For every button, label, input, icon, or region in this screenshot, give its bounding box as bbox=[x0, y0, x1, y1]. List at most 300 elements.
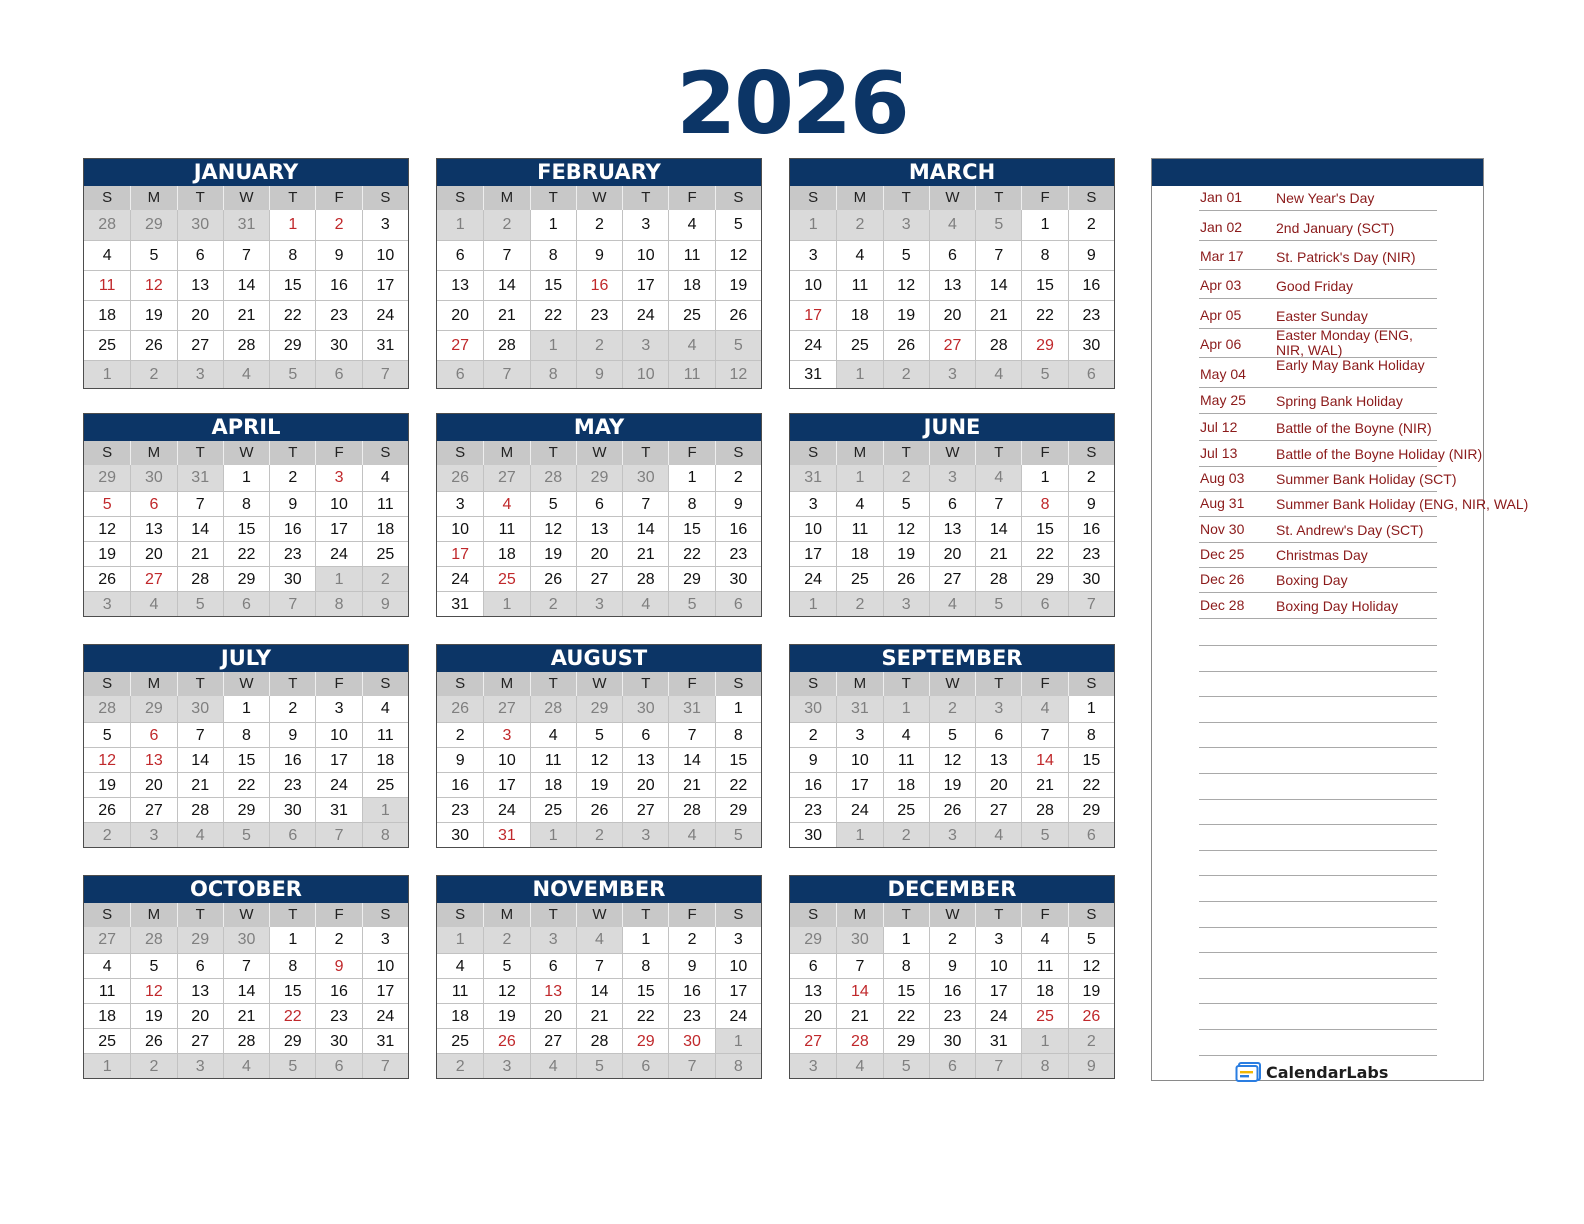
day-cell: 18 bbox=[836, 300, 882, 330]
day-cell: 29 bbox=[668, 566, 714, 591]
day-cell: 12 bbox=[483, 978, 529, 1003]
weekday-label: T bbox=[975, 672, 1021, 696]
weekday-label: T bbox=[177, 903, 223, 927]
day-cell: 20 bbox=[130, 772, 176, 797]
adjacent-month-day: 7 bbox=[668, 1053, 714, 1078]
day-cell: 10 bbox=[622, 240, 668, 270]
holiday-row bbox=[1199, 211, 1437, 241]
day-cell: 9 bbox=[1068, 491, 1114, 516]
month-title: FEBRUARY bbox=[437, 159, 761, 186]
month-june bbox=[789, 413, 1115, 617]
adjacent-month-day: 1 bbox=[790, 591, 836, 616]
adjacent-month-day: 30 bbox=[836, 927, 882, 953]
day-cell: 6 bbox=[130, 491, 176, 516]
day-cell: 9 bbox=[315, 953, 361, 978]
day-cell: 12 bbox=[715, 240, 761, 270]
weekday-label: M bbox=[130, 186, 176, 210]
adjacent-month-day: 27 bbox=[84, 927, 130, 953]
day-cell: 21 bbox=[1021, 772, 1067, 797]
day-cell: 15 bbox=[715, 747, 761, 772]
adjacent-month-day: 4 bbox=[130, 591, 176, 616]
day-cell: 9 bbox=[715, 491, 761, 516]
day-cell: 25 bbox=[483, 566, 529, 591]
day-cell: 18 bbox=[1021, 978, 1067, 1003]
adjacent-month-day: 3 bbox=[883, 591, 929, 616]
holiday-date: Jul 12 bbox=[1200, 419, 1238, 435]
day-cell: 29 bbox=[269, 330, 315, 360]
adjacent-month-day: 6 bbox=[1068, 822, 1114, 847]
day-cell: 9 bbox=[269, 722, 315, 747]
day-cell: 13 bbox=[130, 747, 176, 772]
adjacent-month-day: 3 bbox=[975, 696, 1021, 722]
weekday-label: W bbox=[223, 672, 269, 696]
day-cell: 3 bbox=[437, 491, 483, 516]
day-cell: 2 bbox=[668, 927, 714, 953]
weekday-label: F bbox=[315, 441, 361, 465]
day-cell: 23 bbox=[668, 1003, 714, 1028]
month-title: APRIL bbox=[84, 414, 408, 441]
holiday-row bbox=[1199, 241, 1437, 270]
day-cell: 30 bbox=[437, 822, 483, 847]
day-cell: 5 bbox=[883, 240, 929, 270]
day-cell: 9 bbox=[790, 747, 836, 772]
day-cell: 29 bbox=[1068, 797, 1114, 822]
weekday-label: F bbox=[668, 903, 714, 927]
weekday-label: T bbox=[177, 186, 223, 210]
day-cell: 23 bbox=[1068, 541, 1114, 566]
holiday-row bbox=[1199, 517, 1437, 543]
day-cell: 4 bbox=[836, 491, 882, 516]
day-cell: 13 bbox=[177, 978, 223, 1003]
holiday-date: Apr 03 bbox=[1200, 277, 1242, 293]
day-grid bbox=[437, 927, 761, 1078]
adjacent-month-day: 5 bbox=[883, 1053, 929, 1078]
day-cell: 15 bbox=[223, 516, 269, 541]
day-cell: 29 bbox=[715, 797, 761, 822]
adjacent-month-day: 2 bbox=[836, 591, 882, 616]
day-cell: 23 bbox=[269, 772, 315, 797]
day-grid bbox=[790, 696, 1114, 847]
adjacent-month-day: 4 bbox=[177, 822, 223, 847]
weekday-label: S bbox=[808, 906, 819, 923]
day-cell: 21 bbox=[223, 300, 269, 330]
day-cell: 22 bbox=[269, 300, 315, 330]
day-cell: 14 bbox=[975, 516, 1021, 541]
day-cell: 17 bbox=[836, 772, 882, 797]
adjacent-month-day: 7 bbox=[362, 360, 408, 388]
holiday-name: 2nd January (SCT) bbox=[1276, 220, 1395, 236]
day-cell: 5 bbox=[530, 491, 576, 516]
day-cell: 30 bbox=[315, 1028, 361, 1053]
adjacent-month-day: 2 bbox=[883, 822, 929, 847]
day-cell: 26 bbox=[130, 330, 176, 360]
day-cell: 22 bbox=[883, 1003, 929, 1028]
adjacent-month-day: 6 bbox=[622, 1053, 668, 1078]
day-cell: 23 bbox=[790, 797, 836, 822]
day-cell: 7 bbox=[975, 240, 1021, 270]
day-cell: 14 bbox=[975, 270, 1021, 300]
day-cell: 2 bbox=[790, 722, 836, 747]
adjacent-month-day: 4 bbox=[576, 927, 622, 953]
day-grid bbox=[84, 927, 408, 1078]
day-cell: 8 bbox=[622, 953, 668, 978]
holiday-name: Boxing Day Holiday bbox=[1276, 598, 1399, 614]
adjacent-month-day: 3 bbox=[790, 1053, 836, 1078]
day-cell: 10 bbox=[790, 270, 836, 300]
day-cell: 28 bbox=[836, 1028, 882, 1053]
day-cell: 2 bbox=[929, 927, 975, 953]
day-cell: 16 bbox=[315, 978, 361, 1003]
adjacent-month-day: 1 bbox=[715, 1028, 761, 1053]
adjacent-month-day: 2 bbox=[836, 210, 882, 240]
day-cell: 16 bbox=[269, 747, 315, 772]
blank-note-line bbox=[1199, 927, 1437, 928]
day-cell: 21 bbox=[223, 1003, 269, 1028]
weekday-label: F bbox=[315, 186, 361, 210]
adjacent-month-day: 12 bbox=[715, 360, 761, 388]
weekday-label: W bbox=[929, 441, 975, 465]
adjacent-month-day: 4 bbox=[530, 1053, 576, 1078]
day-cell: 28 bbox=[223, 1028, 269, 1053]
day-cell: 15 bbox=[622, 978, 668, 1003]
weekday-label: T bbox=[975, 903, 1021, 927]
adjacent-month-day: 2 bbox=[883, 360, 929, 388]
adjacent-month-day: 1 bbox=[362, 797, 408, 822]
weekday-label: F bbox=[1021, 903, 1067, 927]
weekday-label: S bbox=[455, 675, 466, 692]
weekday-label: S bbox=[362, 186, 408, 210]
day-cell: 12 bbox=[929, 747, 975, 772]
weekday-label: S bbox=[715, 903, 761, 927]
day-cell: 8 bbox=[1021, 491, 1067, 516]
day-cell: 1 bbox=[223, 696, 269, 722]
day-cell: 12 bbox=[130, 270, 176, 300]
day-cell: 19 bbox=[130, 1003, 176, 1028]
day-cell: 22 bbox=[1021, 300, 1067, 330]
adjacent-month-day: 30 bbox=[622, 465, 668, 491]
day-cell: 11 bbox=[530, 747, 576, 772]
adjacent-month-day: 30 bbox=[130, 465, 176, 491]
day-cell: 16 bbox=[1068, 516, 1114, 541]
holiday-name: Battle of the Boyne Holiday (NIR) bbox=[1276, 446, 1483, 462]
adjacent-month-day: 2 bbox=[883, 465, 929, 491]
day-cell: 24 bbox=[362, 300, 408, 330]
weekday-header bbox=[437, 186, 761, 210]
adjacent-month-day: 8 bbox=[1021, 1053, 1067, 1078]
day-cell: 9 bbox=[1068, 240, 1114, 270]
day-cell: 15 bbox=[1021, 516, 1067, 541]
holiday-name: Easter Sunday bbox=[1276, 308, 1368, 324]
weekday-label: S bbox=[715, 186, 761, 210]
month-may bbox=[436, 413, 762, 617]
day-cell: 16 bbox=[576, 270, 622, 300]
day-cell: 12 bbox=[883, 270, 929, 300]
day-cell: 6 bbox=[790, 953, 836, 978]
adjacent-month-day: 30 bbox=[223, 927, 269, 953]
adjacent-month-day: 29 bbox=[130, 696, 176, 722]
day-cell: 18 bbox=[437, 1003, 483, 1028]
blank-note-line bbox=[1199, 875, 1437, 876]
day-grid bbox=[437, 210, 761, 388]
adjacent-month-day: 5 bbox=[177, 591, 223, 616]
day-cell: 1 bbox=[1021, 210, 1067, 240]
adjacent-month-day: 3 bbox=[622, 822, 668, 847]
weekday-label: T bbox=[177, 441, 223, 465]
weekday-label: T bbox=[269, 903, 315, 927]
weekday-label: T bbox=[269, 672, 315, 696]
day-cell: 25 bbox=[84, 330, 130, 360]
adjacent-month-day: 1 bbox=[790, 210, 836, 240]
day-cell: 3 bbox=[483, 722, 529, 747]
day-cell: 4 bbox=[530, 722, 576, 747]
weekday-header bbox=[790, 441, 1114, 465]
day-cell: 13 bbox=[622, 747, 668, 772]
day-cell: 10 bbox=[975, 953, 1021, 978]
day-cell: 20 bbox=[177, 300, 223, 330]
weekday-label: M bbox=[130, 903, 176, 927]
adjacent-month-day: 30 bbox=[177, 210, 223, 240]
day-cell: 24 bbox=[715, 1003, 761, 1028]
day-cell: 16 bbox=[437, 772, 483, 797]
day-cell: 28 bbox=[177, 797, 223, 822]
weekday-label: T bbox=[622, 186, 668, 210]
day-cell: 17 bbox=[483, 772, 529, 797]
holiday-name: Spring Bank Holiday bbox=[1276, 393, 1403, 409]
day-cell: 13 bbox=[790, 978, 836, 1003]
day-cell: 14 bbox=[1021, 747, 1067, 772]
weekday-label: M bbox=[130, 441, 176, 465]
day-cell: 27 bbox=[790, 1028, 836, 1053]
weekday-label: F bbox=[1021, 441, 1067, 465]
adjacent-month-day: 1 bbox=[315, 566, 361, 591]
weekday-label: M bbox=[836, 672, 882, 696]
holiday-row bbox=[1199, 186, 1437, 211]
day-cell: 21 bbox=[576, 1003, 622, 1028]
weekday-label: F bbox=[668, 186, 714, 210]
day-cell: 1 bbox=[715, 696, 761, 722]
adjacent-month-day: 26 bbox=[437, 696, 483, 722]
weekday-label: W bbox=[929, 903, 975, 927]
day-cell: 22 bbox=[1021, 541, 1067, 566]
holiday-date: Nov 30 bbox=[1200, 521, 1245, 537]
day-cell: 18 bbox=[362, 747, 408, 772]
day-cell: 14 bbox=[177, 747, 223, 772]
day-cell: 10 bbox=[315, 722, 361, 747]
day-cell: 25 bbox=[362, 541, 408, 566]
holiday-date: Mar 17 bbox=[1200, 248, 1244, 264]
day-cell: 10 bbox=[362, 240, 408, 270]
day-cell: 12 bbox=[84, 516, 130, 541]
adjacent-month-day: 1 bbox=[483, 591, 529, 616]
weekday-label: T bbox=[975, 186, 1021, 210]
day-cell: 30 bbox=[668, 1028, 714, 1053]
day-cell: 8 bbox=[269, 953, 315, 978]
day-cell: 18 bbox=[84, 1003, 130, 1028]
day-cell: 24 bbox=[790, 330, 836, 360]
day-cell: 3 bbox=[315, 696, 361, 722]
day-cell: 7 bbox=[622, 491, 668, 516]
day-cell: 4 bbox=[883, 722, 929, 747]
day-cell: 28 bbox=[622, 566, 668, 591]
day-cell: 20 bbox=[576, 541, 622, 566]
holiday-row bbox=[1199, 441, 1483, 467]
adjacent-month-day: 6 bbox=[437, 360, 483, 388]
day-cell: 6 bbox=[622, 722, 668, 747]
day-cell: 25 bbox=[84, 1028, 130, 1053]
day-cell: 19 bbox=[130, 300, 176, 330]
day-cell: 24 bbox=[315, 772, 361, 797]
day-cell: 21 bbox=[975, 541, 1021, 566]
day-cell: 5 bbox=[84, 722, 130, 747]
day-cell: 19 bbox=[883, 300, 929, 330]
holiday-list-header bbox=[1152, 159, 1483, 186]
day-cell: 11 bbox=[362, 722, 408, 747]
holiday-date: Jul 13 bbox=[1200, 445, 1238, 461]
adjacent-month-day: 5 bbox=[223, 822, 269, 847]
adjacent-month-day: 30 bbox=[622, 696, 668, 722]
day-cell: 14 bbox=[622, 516, 668, 541]
day-grid bbox=[84, 210, 408, 388]
holiday-row bbox=[1199, 270, 1437, 299]
blank-note-line bbox=[1199, 824, 1437, 825]
adjacent-month-day: 5 bbox=[269, 1053, 315, 1078]
day-cell: 12 bbox=[530, 516, 576, 541]
day-cell: 5 bbox=[84, 491, 130, 516]
day-cell: 12 bbox=[883, 516, 929, 541]
day-cell: 5 bbox=[715, 210, 761, 240]
day-cell: 19 bbox=[530, 541, 576, 566]
day-cell: 10 bbox=[362, 953, 408, 978]
holiday-row bbox=[1199, 492, 1529, 517]
day-cell: 10 bbox=[836, 747, 882, 772]
adjacent-month-day: 28 bbox=[530, 696, 576, 722]
day-cell: 17 bbox=[975, 978, 1021, 1003]
day-cell: 11 bbox=[362, 491, 408, 516]
day-cell: 7 bbox=[177, 491, 223, 516]
day-cell: 13 bbox=[177, 270, 223, 300]
day-cell: 17 bbox=[362, 978, 408, 1003]
weekday-label: T bbox=[883, 672, 929, 696]
weekday-label: M bbox=[836, 441, 882, 465]
weekday-label: W bbox=[929, 672, 975, 696]
holiday-row bbox=[1199, 568, 1437, 593]
adjacent-month-day: 3 bbox=[929, 360, 975, 388]
holiday-name: Summer Bank Holiday (ENG, NIR, WAL) bbox=[1276, 496, 1529, 512]
adjacent-month-day: 31 bbox=[790, 465, 836, 491]
day-cell: 7 bbox=[836, 953, 882, 978]
weekday-label: S bbox=[1068, 672, 1114, 696]
holiday-name: St. Patrick's Day (NIR) bbox=[1276, 249, 1416, 265]
day-cell: 23 bbox=[715, 541, 761, 566]
adjacent-month-day: 7 bbox=[362, 1053, 408, 1078]
day-cell: 12 bbox=[84, 747, 130, 772]
month-title: DECEMBER bbox=[790, 876, 1114, 903]
day-cell: 7 bbox=[668, 722, 714, 747]
adjacent-month-day: 7 bbox=[315, 822, 361, 847]
weekday-label: S bbox=[455, 444, 466, 461]
holiday-row bbox=[1199, 543, 1437, 568]
weekday-label: F bbox=[1021, 186, 1067, 210]
weekday-header bbox=[84, 903, 408, 927]
month-title: NOVEMBER bbox=[437, 876, 761, 903]
day-cell: 18 bbox=[84, 300, 130, 330]
day-cell: 17 bbox=[715, 978, 761, 1003]
holiday-date: Dec 28 bbox=[1200, 597, 1245, 613]
day-cell: 30 bbox=[929, 1028, 975, 1053]
day-cell: 4 bbox=[84, 240, 130, 270]
day-cell: 25 bbox=[883, 797, 929, 822]
day-cell: 22 bbox=[1068, 772, 1114, 797]
adjacent-month-day: 2 bbox=[362, 566, 408, 591]
adjacent-month-day: 8 bbox=[362, 822, 408, 847]
adjacent-month-day: 8 bbox=[315, 591, 361, 616]
holiday-date: Aug 31 bbox=[1200, 495, 1245, 511]
day-cell: 5 bbox=[1068, 927, 1114, 953]
day-cell: 24 bbox=[483, 797, 529, 822]
day-cell: 1 bbox=[269, 210, 315, 240]
day-cell: 26 bbox=[530, 566, 576, 591]
adjacent-month-day: 5 bbox=[668, 591, 714, 616]
day-cell: 20 bbox=[929, 300, 975, 330]
weekday-label: W bbox=[929, 186, 975, 210]
adjacent-month-day: 10 bbox=[622, 360, 668, 388]
day-grid bbox=[790, 210, 1114, 388]
day-cell: 15 bbox=[1021, 270, 1067, 300]
adjacent-month-day: 6 bbox=[1068, 360, 1114, 388]
day-cell: 29 bbox=[1021, 566, 1067, 591]
adjacent-month-day: 2 bbox=[576, 822, 622, 847]
blank-note-line bbox=[1199, 773, 1437, 774]
day-cell: 31 bbox=[790, 360, 836, 388]
day-cell: 15 bbox=[883, 978, 929, 1003]
holiday-name: St. Andrew's Day (SCT) bbox=[1276, 522, 1424, 538]
weekday-label: W bbox=[223, 441, 269, 465]
day-cell: 1 bbox=[269, 927, 315, 953]
day-cell: 28 bbox=[483, 330, 529, 360]
adjacent-month-day: 28 bbox=[530, 465, 576, 491]
day-cell: 7 bbox=[177, 722, 223, 747]
day-cell: 30 bbox=[269, 566, 315, 591]
day-cell: 29 bbox=[223, 797, 269, 822]
day-cell: 14 bbox=[483, 270, 529, 300]
day-cell: 2 bbox=[1068, 465, 1114, 491]
weekday-header bbox=[84, 672, 408, 696]
day-cell: 13 bbox=[576, 516, 622, 541]
day-cell: 29 bbox=[1021, 330, 1067, 360]
adjacent-month-day: 9 bbox=[576, 360, 622, 388]
day-cell: 5 bbox=[576, 722, 622, 747]
day-cell: 11 bbox=[483, 516, 529, 541]
adjacent-month-day: 4 bbox=[975, 822, 1021, 847]
day-cell: 19 bbox=[929, 772, 975, 797]
weekday-label: S bbox=[102, 444, 113, 461]
adjacent-month-day: 5 bbox=[1021, 822, 1067, 847]
day-cell: 26 bbox=[883, 330, 929, 360]
day-cell: 15 bbox=[668, 516, 714, 541]
adjacent-month-day: 2 bbox=[1068, 1028, 1114, 1053]
adjacent-month-day: 4 bbox=[223, 1053, 269, 1078]
weekday-label: S bbox=[808, 675, 819, 692]
day-cell: 20 bbox=[437, 300, 483, 330]
day-cell: 22 bbox=[622, 1003, 668, 1028]
day-cell: 16 bbox=[269, 516, 315, 541]
adjacent-month-day: 7 bbox=[975, 1053, 1021, 1078]
day-cell: 19 bbox=[84, 772, 130, 797]
day-cell: 23 bbox=[315, 300, 361, 330]
day-cell: 9 bbox=[315, 240, 361, 270]
adjacent-month-day: 29 bbox=[790, 927, 836, 953]
day-cell: 10 bbox=[483, 747, 529, 772]
